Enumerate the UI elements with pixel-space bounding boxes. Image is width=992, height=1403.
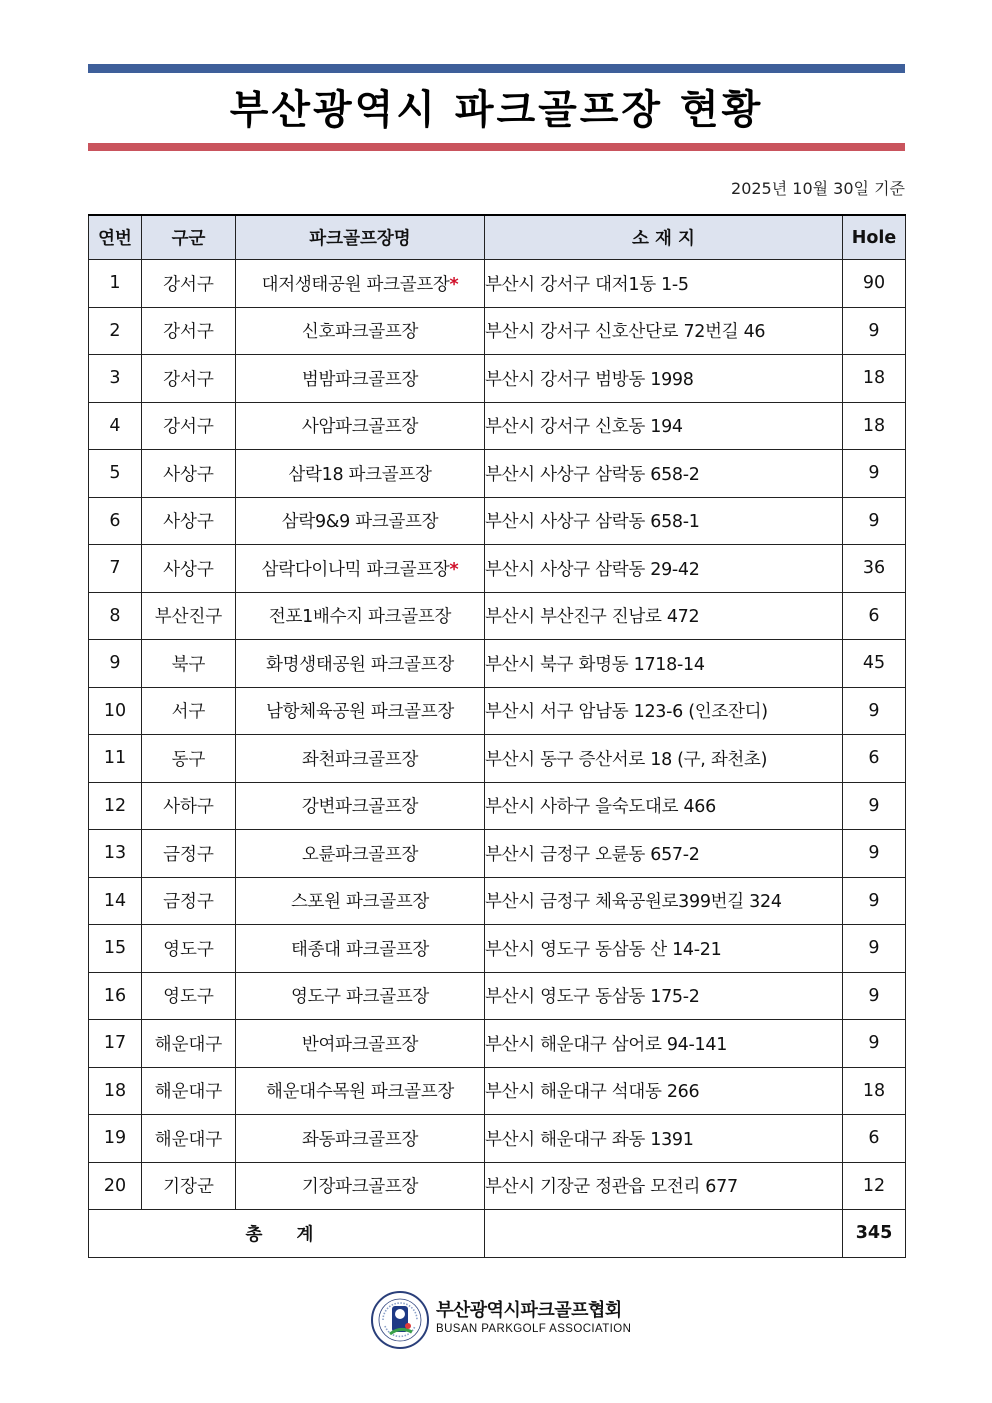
row-address: 부산시 사상구 삼락동 658-1 — [485, 497, 843, 545]
header-hole: Hole — [843, 215, 906, 260]
row-name-cell — [236, 735, 485, 783]
row-name: 삼락18 파크골프장 — [288, 464, 432, 485]
row-district: 강서구 — [142, 402, 236, 450]
row-name: 강변파크골프장 — [301, 797, 419, 818]
association-footer — [370, 1288, 650, 1352]
table-row — [89, 640, 906, 688]
table-row — [89, 877, 906, 925]
row-district: 강서구 — [142, 307, 236, 355]
table-row — [89, 687, 906, 735]
row-name: 화명생태공원 파크골프장 — [266, 654, 454, 675]
row-address: 부산시 해운대구 석대동 266 — [485, 1067, 843, 1115]
row-name-cell — [236, 545, 485, 593]
row-hole: 18 — [843, 402, 906, 450]
header-name: 파크골프장명 — [236, 215, 485, 260]
row-hole: 9 — [843, 830, 906, 878]
row-no: 8 — [89, 592, 142, 640]
association-name-en: BUSAN PARKGOLF ASSOCIATION — [436, 1323, 632, 1335]
table-row — [89, 497, 906, 545]
row-name: 좌동파크골프장 — [301, 1129, 419, 1150]
row-no: 18 — [89, 1067, 142, 1115]
row-no: 4 — [89, 402, 142, 450]
row-district: 금정구 — [142, 877, 236, 925]
row-district: 기장군 — [142, 1162, 236, 1210]
row-name-cell — [236, 782, 485, 830]
row-name-cell — [236, 402, 485, 450]
row-no: 16 — [89, 972, 142, 1020]
row-name-cell — [236, 355, 485, 403]
row-address: 부산시 영도구 동삼동 산 14-21 — [485, 925, 843, 973]
table-row — [89, 782, 906, 830]
row-name-cell — [236, 1162, 485, 1210]
row-district: 금정구 — [142, 830, 236, 878]
row-hole: 9 — [843, 877, 906, 925]
row-hole: 9 — [843, 450, 906, 498]
row-name: 신호파크골프장 — [301, 322, 419, 343]
row-address: 부산시 동구 증산서로 18 (구, 좌천초) — [485, 735, 843, 783]
table-row — [89, 972, 906, 1020]
table-row — [89, 260, 906, 308]
row-address: 부산시 금정구 오륜동 657-2 — [485, 830, 843, 878]
row-no: 1 — [89, 260, 142, 308]
row-hole: 9 — [843, 687, 906, 735]
total-label: 총 계 — [89, 1210, 485, 1258]
row-hole: 6 — [843, 1115, 906, 1163]
row-name: 좌천파크골프장 — [301, 749, 419, 770]
row-name-cell — [236, 687, 485, 735]
row-name-cell — [236, 307, 485, 355]
row-district: 영도구 — [142, 972, 236, 1020]
table-row — [89, 1115, 906, 1163]
row-hole: 9 — [843, 497, 906, 545]
row-hole: 36 — [843, 545, 906, 593]
row-no: 12 — [89, 782, 142, 830]
row-district: 부산진구 — [142, 592, 236, 640]
association-name: 부산광역시파크골프협회 — [436, 1300, 622, 1321]
reference-date: 2025년 10월 30일 기준 — [731, 179, 905, 198]
row-hole: 9 — [843, 782, 906, 830]
row-address: 부산시 기장군 정관읍 모전리 677 — [485, 1162, 843, 1210]
row-name: 삼락9&9 파크골프장 — [281, 512, 439, 533]
title-bottom-rule — [88, 143, 905, 151]
row-hole: 9 — [843, 925, 906, 973]
row-district: 강서구 — [142, 260, 236, 308]
row-name-cell — [236, 877, 485, 925]
row-name: 범밤파크골프장 — [301, 369, 419, 390]
row-name-cell — [236, 497, 485, 545]
row-no: 20 — [89, 1162, 142, 1210]
header-district: 구군 — [142, 215, 236, 260]
total-hole: 345 — [843, 1210, 906, 1258]
row-district: 해운대구 — [142, 1115, 236, 1163]
row-hole: 45 — [843, 640, 906, 688]
row-district: 영도구 — [142, 925, 236, 973]
row-name: 태종대 파크골프장 — [290, 939, 430, 960]
row-no: 11 — [89, 735, 142, 783]
park-golf-table — [88, 214, 906, 1258]
row-hole: 90 — [843, 260, 906, 308]
row-district: 사하구 — [142, 782, 236, 830]
row-no: 2 — [89, 307, 142, 355]
table-row — [89, 307, 906, 355]
row-no: 14 — [89, 877, 142, 925]
row-no: 3 — [89, 355, 142, 403]
row-no: 7 — [89, 545, 142, 593]
header-address: 소 재 지 — [485, 215, 843, 260]
row-no: 5 — [89, 450, 142, 498]
row-name: 삼락다이나믹 파크골프장 — [261, 559, 450, 580]
table-row — [89, 592, 906, 640]
row-address: 부산시 사상구 삼락동 658-2 — [485, 450, 843, 498]
row-district: 해운대구 — [142, 1020, 236, 1068]
row-star-mark: * — [449, 274, 459, 295]
row-hole: 9 — [843, 1020, 906, 1068]
row-name: 오륜파크골프장 — [301, 844, 419, 865]
row-address: 부산시 영도구 동삼동 175-2 — [485, 972, 843, 1020]
row-name-cell — [236, 640, 485, 688]
row-name: 반여파크골프장 — [301, 1034, 419, 1055]
row-hole: 9 — [843, 972, 906, 1020]
row-name: 남항체육공원 파크골프장 — [266, 702, 454, 723]
row-no: 6 — [89, 497, 142, 545]
table-row — [89, 1020, 906, 1068]
row-name: 대저생태공원 파크골프장 — [261, 274, 450, 295]
total-row — [89, 1210, 906, 1258]
table-row — [89, 545, 906, 593]
table-row — [89, 1162, 906, 1210]
row-no: 9 — [89, 640, 142, 688]
title-top-rule — [88, 64, 905, 73]
row-name: 스포원 파크골프장 — [290, 892, 430, 913]
table-row — [89, 355, 906, 403]
row-address: 부산시 금정구 체육공원로399번길 324 — [485, 877, 843, 925]
row-name: 기장파크골프장 — [301, 1177, 419, 1198]
association-logo-icon — [370, 1290, 430, 1350]
table-row — [89, 925, 906, 973]
total-address-cell — [485, 1210, 843, 1258]
row-name-cell — [236, 592, 485, 640]
row-address: 부산시 강서구 신호동 194 — [485, 402, 843, 450]
row-address: 부산시 부산진구 진남로 472 — [485, 592, 843, 640]
row-name-cell — [236, 925, 485, 973]
row-district: 해운대구 — [142, 1067, 236, 1115]
row-hole: 18 — [843, 1067, 906, 1115]
table-row — [89, 830, 906, 878]
table-row — [89, 1067, 906, 1115]
row-no: 17 — [89, 1020, 142, 1068]
table-row — [89, 450, 906, 498]
row-district: 사상구 — [142, 497, 236, 545]
row-no: 13 — [89, 830, 142, 878]
row-star-mark: * — [449, 559, 459, 580]
row-name-cell — [236, 260, 485, 308]
row-district: 사상구 — [142, 450, 236, 498]
row-hole: 9 — [843, 307, 906, 355]
row-name: 해운대수목원 파크골프장 — [266, 1082, 454, 1103]
row-address: 부산시 강서구 신호산단로 72번길 46 — [485, 307, 843, 355]
row-no: 19 — [89, 1115, 142, 1163]
row-hole: 6 — [843, 592, 906, 640]
row-name-cell — [236, 450, 485, 498]
header-no: 연번 — [89, 215, 142, 260]
row-name: 전포1배수지 파크골프장 — [268, 607, 452, 628]
row-address: 부산시 서구 암남동 123-6 (인조잔디) — [485, 687, 843, 735]
row-hole: 18 — [843, 355, 906, 403]
row-address: 부산시 해운대구 삼어로 94-141 — [485, 1020, 843, 1068]
row-name-cell — [236, 1020, 485, 1068]
row-address: 부산시 강서구 범방동 1998 — [485, 355, 843, 403]
table-header-row — [89, 215, 906, 260]
row-no: 10 — [89, 687, 142, 735]
row-address: 부산시 사하구 을숙도대로 466 — [485, 782, 843, 830]
row-district: 강서구 — [142, 355, 236, 403]
row-hole: 12 — [843, 1162, 906, 1210]
row-no: 15 — [89, 925, 142, 973]
table-row — [89, 735, 906, 783]
table-row — [89, 402, 906, 450]
row-name-cell — [236, 972, 485, 1020]
row-address: 부산시 강서구 대저1동 1-5 — [485, 260, 843, 308]
row-district: 서구 — [142, 687, 236, 735]
row-district: 동구 — [142, 735, 236, 783]
row-district: 북구 — [142, 640, 236, 688]
row-district: 사상구 — [142, 545, 236, 593]
page-title: 부산광역시 파크골프장 현황 — [229, 87, 764, 133]
row-name: 사암파크골프장 — [301, 417, 419, 438]
row-address: 부산시 사상구 삼락동 29-42 — [485, 545, 843, 593]
row-hole: 6 — [843, 735, 906, 783]
row-name-cell — [236, 1067, 485, 1115]
row-name-cell — [236, 1115, 485, 1163]
row-address: 부산시 북구 화명동 1718-14 — [485, 640, 843, 688]
row-address: 부산시 해운대구 좌동 1391 — [485, 1115, 843, 1163]
row-name-cell — [236, 830, 485, 878]
row-name: 영도구 파크골프장 — [290, 987, 430, 1008]
